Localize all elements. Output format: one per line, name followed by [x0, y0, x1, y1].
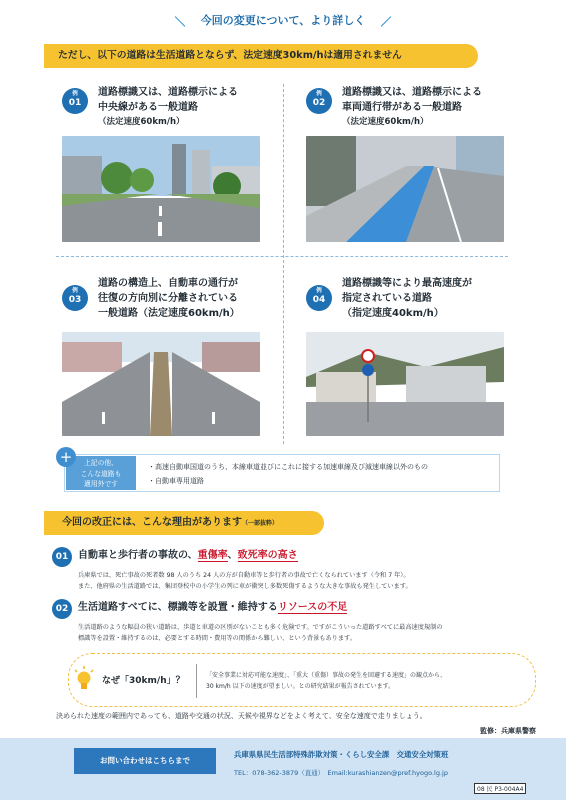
example-01-speed: （法定速度60km/h）: [98, 117, 185, 127]
example-02-text: [342, 85, 482, 127]
section-header: [0, 8, 566, 34]
example-badge-03: 例 03: [62, 285, 88, 311]
other-roads-list: [148, 460, 428, 488]
example-02-title-line1: 道路標識又は、道路標示による: [342, 87, 482, 98]
contact-button[interactable]: お問い合わせはこちらまで: [74, 748, 216, 774]
document-code: 08 民 P3-004A4: [474, 783, 526, 794]
reason-01-body: 兵庫県では、死亡事故の死者数 98 人のうち 24 人の方が自動車等と歩行者の事故で亡くなられています（令和 7 年）。 また、他府県の生活道路では、集団登校中の小学生の列に車が衝突し多数死傷するような大きな事故も発生しています。: [78, 572, 412, 590]
example-03-title-line1: 道路の構造上、自動車の通行が: [98, 278, 238, 289]
example-badge-04: 例 04: [306, 285, 332, 311]
footer-department: 兵庫県県民生活部特殊詐欺対策・くらし安全課 交通安全対策班: [234, 750, 449, 759]
example-04-title-line2: 指定されている道路: [342, 293, 432, 304]
reason-badge-02: 02: [52, 599, 72, 619]
example-badge-01: 例 01: [62, 88, 88, 114]
why-30-title: なぜ「30km/h」？: [102, 676, 185, 686]
other-roads-item-1: ・高速自動車国道のうち、本線車道並びにこれに接する加速車線及び減速車線以外のもの: [148, 463, 428, 471]
example-04-text: [342, 276, 472, 321]
example-03-photo: [62, 332, 260, 436]
example-02-photo: [306, 136, 504, 242]
example-04-title-line3: （指定速度40km/h）: [342, 308, 444, 319]
lightbulb-icon: [74, 666, 94, 696]
why-divider: [196, 664, 197, 698]
reason-badge-01: 01: [52, 547, 72, 567]
divider-vertical: [283, 84, 284, 444]
example-04-title-line1: 道路標識等により最高速度が: [342, 278, 472, 289]
supervision: 監修：兵庫県警察: [480, 727, 536, 735]
example-04-photo: [306, 332, 504, 436]
example-02-speed: （法定速度60km/h）: [342, 117, 429, 127]
example-02-title-line2: 車両通行帯がある一般道路: [342, 102, 462, 113]
example-03-title-line3: 一般道路（法定速度60km/h）: [98, 308, 240, 319]
header-title: 今回の変更について、より詳しく: [200, 14, 366, 27]
example-01-title-line1: 道路標識又は、道路標示による: [98, 87, 238, 98]
example-01-text: [98, 85, 238, 127]
example-01-photo: [62, 136, 260, 242]
exception-banner: ただし、以下の道路は生活道路とならず、法定速度30km/hは適用されません: [44, 44, 478, 68]
footer-contact: TEL：078-362-3879（直通） Email:kurashianzen@pref.hyogo.lg.jp: [234, 769, 448, 777]
example-03-title-line2: 往復の方向別に分離されている: [98, 293, 238, 304]
example-badge-02: 例 02: [306, 88, 332, 114]
reason-02-body: 生活道路のような幅員の狭い道路は、歩道と車道の区別がないことも多く危険です。ですがこういった道路すべてに最高速度規制の 標識等を設置・維持するのは、必要とする時間・費用等の関係から難しい、という背景もあります。: [78, 624, 443, 642]
header-slash-left: [174, 16, 185, 27]
reasons-banner: 今回の改正には、こんな理由があります（一部抜粋）: [44, 511, 324, 535]
safety-note: 決められた速度の範囲内であっても、道路や交通の状況、天候や視界などをよく考えて、安全な速度で走りましょう。: [56, 712, 427, 720]
other-roads-item-2: ・自動車専用道路: [148, 477, 204, 485]
why-30-text: 「安全事業に対応可能な速度」、「重大（重傷）事故の発生を回避する速度」の観点から、 30 km/h 以下の速度が望ましい。との研究結果が報告されています。: [206, 672, 447, 690]
reason-01-title: 自動車と歩行者の事故の、重傷率、致死率の高さ: [78, 550, 298, 561]
divider-horizontal: [56, 256, 508, 257]
header-slash-right: [381, 16, 392, 27]
plus-icon: +: [56, 447, 76, 467]
other-roads-label: 上記の他、 こんな道路も 適用外です: [66, 456, 136, 490]
example-01-title-line2: 中央線がある一般道路: [98, 102, 198, 113]
reason-02-title: 生活道路すべてに、標識等を設置・維持するリソースの不足: [78, 602, 348, 613]
example-03-text: [98, 276, 240, 321]
